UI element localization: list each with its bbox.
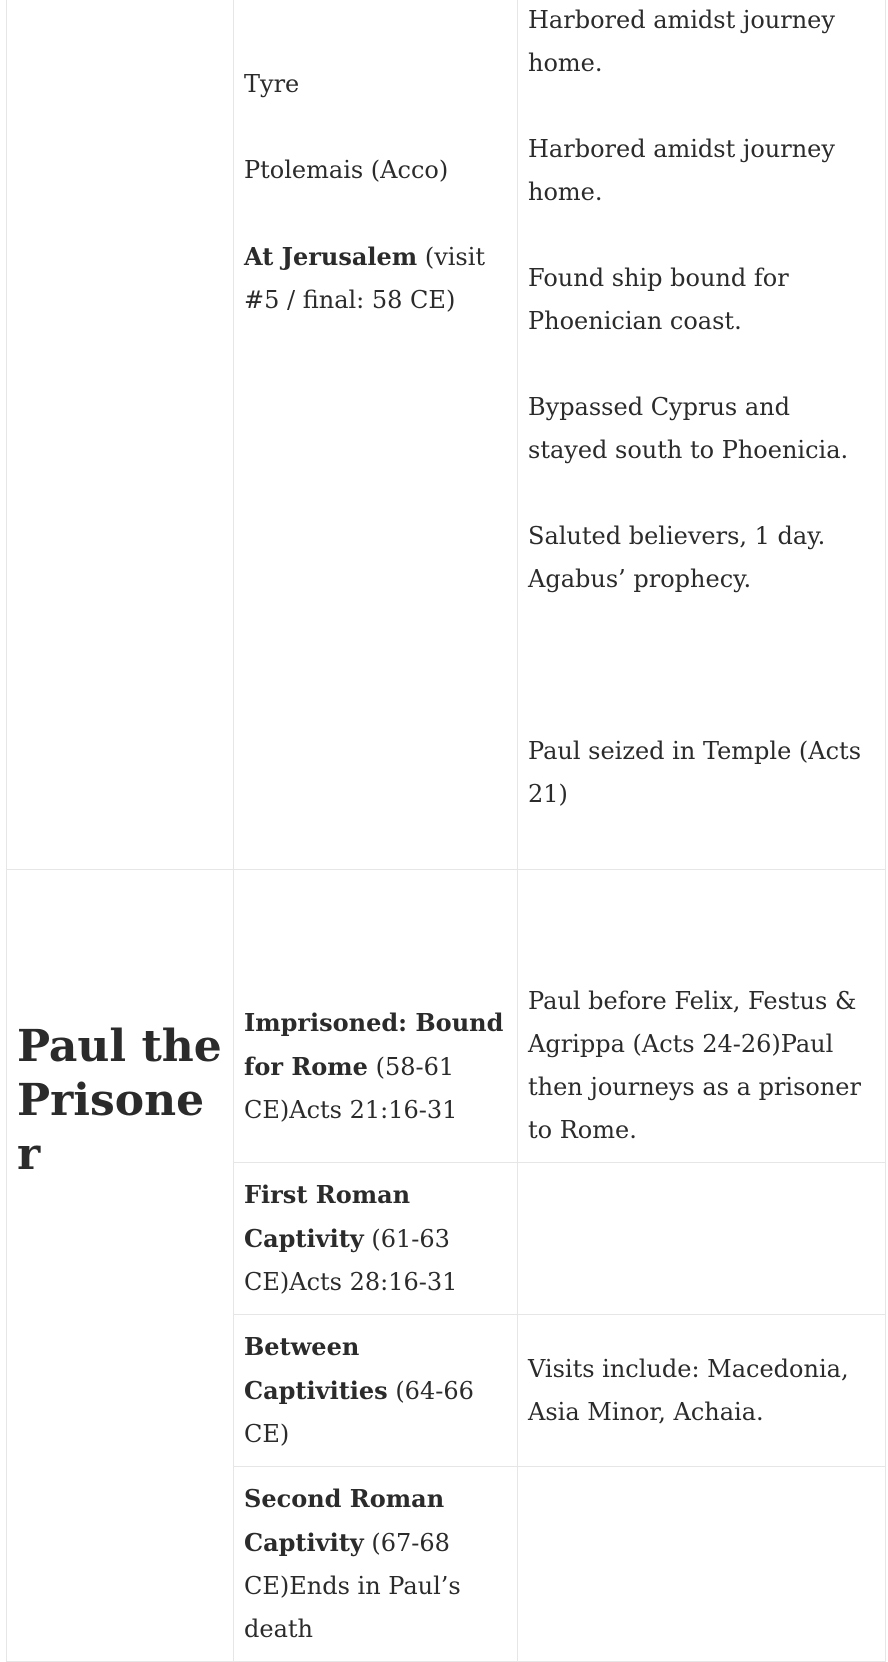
prisoner-label-bold: Imprisoned: Bound for Rome — [244, 1007, 504, 1081]
prisoner-note: Paul before Felix, Festus & Agrippa (Acts 24-26)Paul then journeys as a prisoner to Rome. — [528, 987, 861, 1144]
prisoner-note: Visits include: Macedonia, Asia Minor, Achaia. — [528, 1354, 849, 1426]
prisoner-note-cell — [518, 1163, 886, 1315]
prisoner-label-cell — [234, 1315, 518, 1467]
note-cyprus: Bypassed Cyprus and stayed south to Phoenicia. — [528, 393, 849, 464]
note-ptolemais: Harbored amidst journey home. — [528, 135, 835, 206]
note-tyre: Harbored amidst journey home. — [528, 6, 835, 77]
notes-cell — [518, 0, 886, 870]
note-agabus: Saluted believers, 1 day. Agabus’ prophecy. — [528, 522, 826, 593]
prisoner-label-detail: (61-63 CE)Acts 28:16-31 — [244, 1225, 458, 1296]
journey-table — [6, 0, 886, 1662]
prisoner-label-bold: Second Roman Captivity — [244, 1484, 445, 1557]
prisoner-label-detail: (64-66 CE) — [244, 1377, 474, 1448]
prisoner-note-cell — [518, 1467, 886, 1662]
stops-cell — [234, 0, 518, 870]
section-heading-cell — [7, 870, 234, 1662]
prisoner-label-bold: Between Captivities — [244, 1332, 388, 1405]
stop-ptolemais: Ptolemais (Acco) — [244, 156, 449, 184]
prisoner-label-cell — [234, 1163, 518, 1315]
table-row — [7, 0, 886, 870]
note-temple: Paul seized in Temple (Acts 21) — [528, 737, 862, 808]
stop-jerusalem-detail: (visit #5 / final: 58 CE) — [244, 243, 486, 314]
empty-section-cell — [7, 0, 234, 870]
prisoner-note-cell — [518, 1315, 886, 1467]
stop-jerusalem-bold: At Jerusalem — [244, 242, 418, 271]
prisoner-label-bold: First Roman Captivity — [244, 1180, 411, 1253]
prisoner-label-detail: (58-61 CE)Acts 21:16-31 — [244, 1052, 458, 1124]
prisoner-note-cell — [518, 870, 886, 1163]
note-ship: Found ship bound for Phoenician coast. — [528, 264, 789, 335]
prisoner-label-detail: (67-68 CE)Ends in Paul’s death — [244, 1529, 461, 1643]
prisoner-label-cell — [234, 870, 518, 1163]
stop-tyre: Tyre — [244, 70, 300, 98]
stop-jerusalem — [244, 235, 507, 322]
table-row — [7, 870, 886, 1163]
section-title: Paul the Prisoner — [17, 1020, 222, 1180]
prisoner-label-cell — [234, 1467, 518, 1662]
